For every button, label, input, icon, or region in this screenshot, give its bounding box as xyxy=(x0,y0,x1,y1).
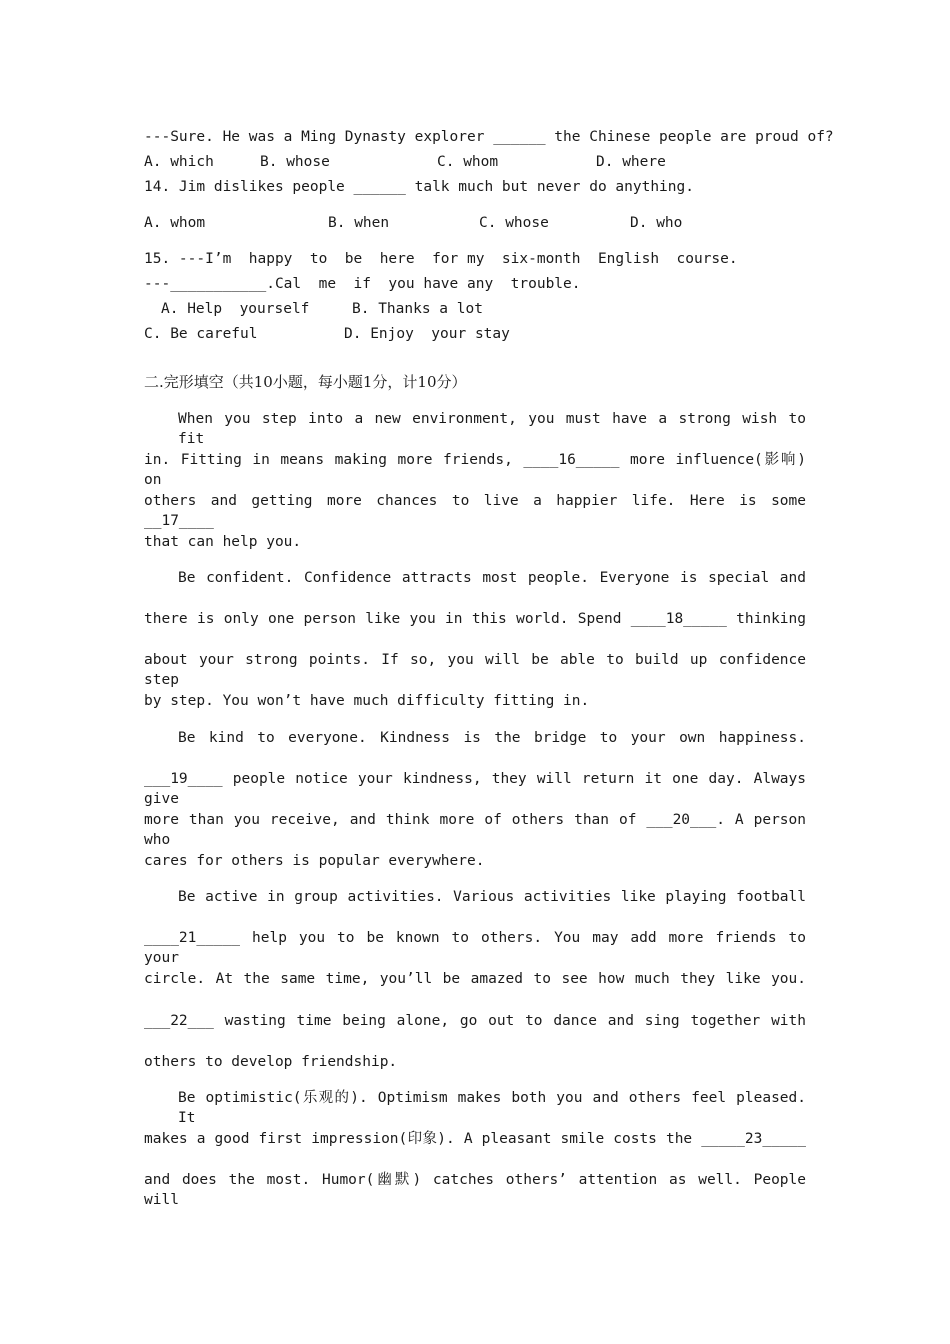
passage-line: cares for others is popular everywhere. xyxy=(144,853,485,869)
passage-line: ____21_____ help you to be known to others. You may add more friends to your xyxy=(144,930,806,966)
q15-option-a: A. Help yourself xyxy=(161,301,310,317)
passage-line: others to develop friendship. xyxy=(144,1054,398,1070)
q14-option-c: C. whose xyxy=(479,215,549,231)
passage-line: ___22___ wasting time being alone, go out to dance and sing together with xyxy=(144,1013,806,1029)
passage-line: and does the most. Humor(幽默) catches others’ attention as well. People will xyxy=(144,1172,806,1208)
passage-line: circle. At the same time, you’ll be amazed to see how much they like you. xyxy=(144,971,806,987)
passage-line: Be kind to everyone. Kindness is the bridge to your own happiness. xyxy=(178,730,806,746)
q15-option-d: D. Enjoy your stay xyxy=(344,326,510,342)
q13-option-b: B. whose xyxy=(260,154,330,170)
q13-stem: ---Sure. He was a Ming Dynasty explorer ______ the Chinese people are proud of? xyxy=(144,129,834,145)
passage-line: there is only one person like you in this world. Spend ____18_____ thinking xyxy=(144,611,806,627)
q14-stem: 14. Jim dislikes people ______ talk much but never do anything. xyxy=(144,179,694,195)
passage-line: by step. You won’t have much difficulty fitting in. xyxy=(144,693,590,709)
passage-line: Be optimistic(乐观的). Optimism makes both you and others feel pleased. It xyxy=(178,1090,806,1126)
passage-line: in. Fitting in means making more friends, ____16_____ more influence(影响) on xyxy=(144,452,806,488)
passage-line: makes a good first impression(印象). A pleasant smile costs the _____23_____ xyxy=(144,1131,806,1147)
passage-line: more than you receive, and think more of others than of ___20___. A person who xyxy=(144,812,806,848)
passage-line: Be confident. Confidence attracts most people. Everyone is special and xyxy=(178,570,806,586)
q15-option-b: B. Thanks a lot xyxy=(352,301,483,317)
q15-reply: ---___________.Cal me if you have any trouble. xyxy=(144,276,581,292)
passage-line: about your strong points. If so, you will be able to build up confidence step xyxy=(144,652,806,688)
passage-line: Be active in group activities. Various activities like playing football xyxy=(178,889,806,905)
passage-line: others and getting more chances to live a happier life. Here is some __17____ xyxy=(144,493,806,529)
q13-option-a: A. which xyxy=(144,154,214,170)
q13-option-c: C. whom xyxy=(437,154,499,170)
q15-option-c: C. Be careful xyxy=(144,326,258,342)
section-heading: 二.完形填空（共10小题，每小题1分，计10分） xyxy=(144,373,467,391)
q14-option-b: B. when xyxy=(328,215,390,231)
q15-stem: 15. ---I’m happy to be here for my six-month English course. xyxy=(144,251,738,267)
q14-option-d: D. who xyxy=(630,215,683,231)
passage-line: ___19____ people notice your kindness, they will return it one day. Always give xyxy=(144,771,806,807)
passage-line: that can help you. xyxy=(144,534,302,550)
q13-option-d: D. where xyxy=(596,154,666,170)
passage-line: When you step into a new environment, you must have a strong wish to fit xyxy=(178,411,806,447)
q14-option-a: A. whom xyxy=(144,215,206,231)
